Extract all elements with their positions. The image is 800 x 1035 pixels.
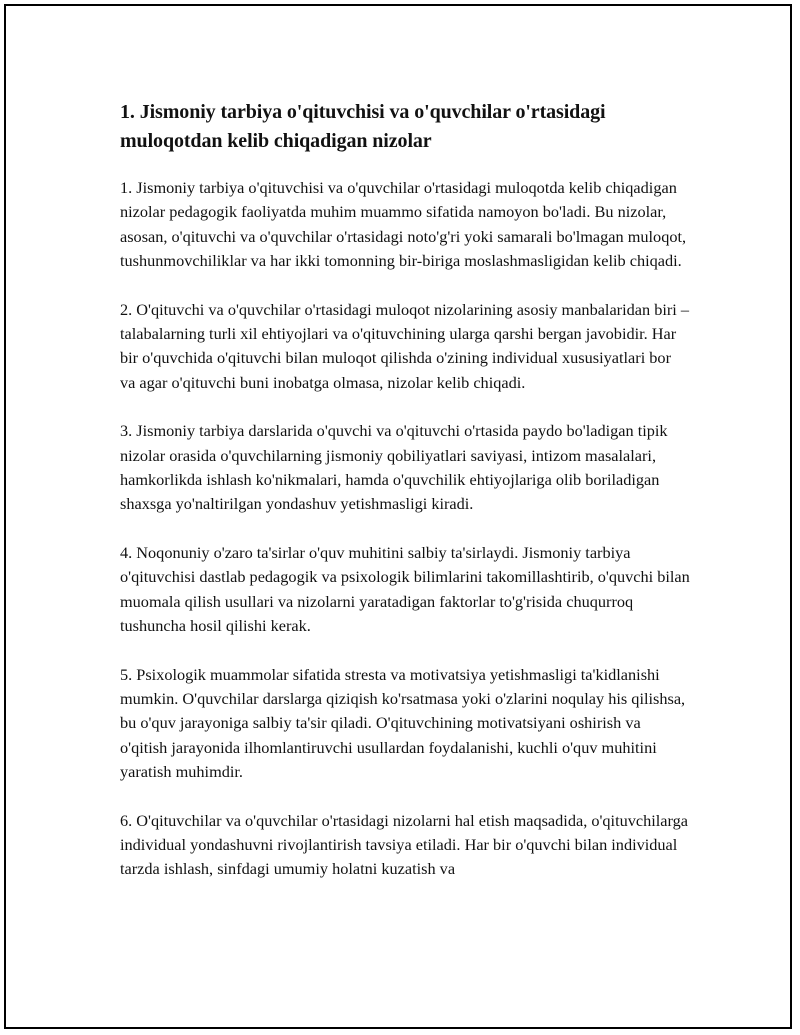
- page-frame: [4, 4, 792, 1029]
- paragraph-2: 2. O'qituvchi va o'quvchilar o'rtasidagi muloqot nizolarining asosiy manbalaridan biri – talabalarning turli xil ehtiyojlari va o'qituvchining ularga qarshi bergan javobidir. Har bir o'quvchida o'qituvchi bilan muloqot qilishda o'zining individual xususiyatlari bor va agar o'qituvchi buni inobatga olmasa, nizolar kelib chiqadi.: [120, 299, 690, 392]
- paragraph-1: 1. Jismoniy tarbiya o'qituvchisi va o'quvchilar o'rtasidagi muloqotda kelib chiqadigan nizolar pedagogik faoliyatda muhim muammo sifatida namoyon bo'ladi. Bu nizolar, asosan, o'qituvchi va o'quvchilar o'rtasidagi noto'g'ri yoki samarali bo'lmagan muloqot, tushunmovchiliklar va har ikki tomonning bir-biriga moslashmasligidan kelib chiqadi.: [120, 178, 687, 271]
- document-title: 1. Jismoniy tarbiya o'qituvchisi va o'quvchilar o'rtasidagi muloqotdan kelib chiqadigan nizolar: [120, 101, 606, 152]
- paragraph-3: 3. Jismoniy tarbiya darslarida o'quvchi va o'qituvchi o'rtasida paydo bo'ladigan tipik nizolar orasida o'quvchilarning jismoniy qobiliyatlari saviyasi, intizom masalalari, hamkorlikda ishlash ko'nikmalari, hamda o'quvchilik ehtiyojlariga olib boriladigan shaxsga yo'naltirilgan yondashuv yetishmasligi kiradi.: [120, 421, 668, 514]
- document-body: [120, 98, 690, 906]
- paragraph-5: 5. Psixologik muammolar sifatida stresta va motivatsiya yetishmasligi ta'kidlanishi mumkin. O'quvchilar darslarga qiziqish ko'rsatmasa yoki o'zlarini noqulay his qilishsa, bu o'quv jarayoniga salbiy ta'sir qiladi. O'qituvchining motivatsiyani oshirish va o'qitish jarayonida ilhomlantiruvchi usullardan foydalanishi, kuchli o'quv muhitini yaratish muhimdir.: [120, 664, 686, 782]
- paragraph-4: 4. Noqonuniy o'zaro ta'sirlar o'quv muhitini salbiy ta'sirlaydi. Jismoniy tarbiya o'qituvchisi dastlab pedagogik va psixologik bilimlarini takomillashtirib, o'quvchi bilan muomala qilish usullari va nizolarni yaratadigan faktorlar to'g'risida chuqurroq tushuncha hosil qilishi kerak.: [120, 542, 690, 636]
- paragraph-6: 6. O'qituvchilar va o'quvchilar o'rtasidagi nizolarni hal etish maqsadida, o'qituvchilarga individual yondashuvni rivojlantirish tavsiya etiladi. Har bir o'quvchi bilan individual tarzda ishlash, sinfdagi umumiy holatni kuzatish va: [120, 810, 689, 879]
